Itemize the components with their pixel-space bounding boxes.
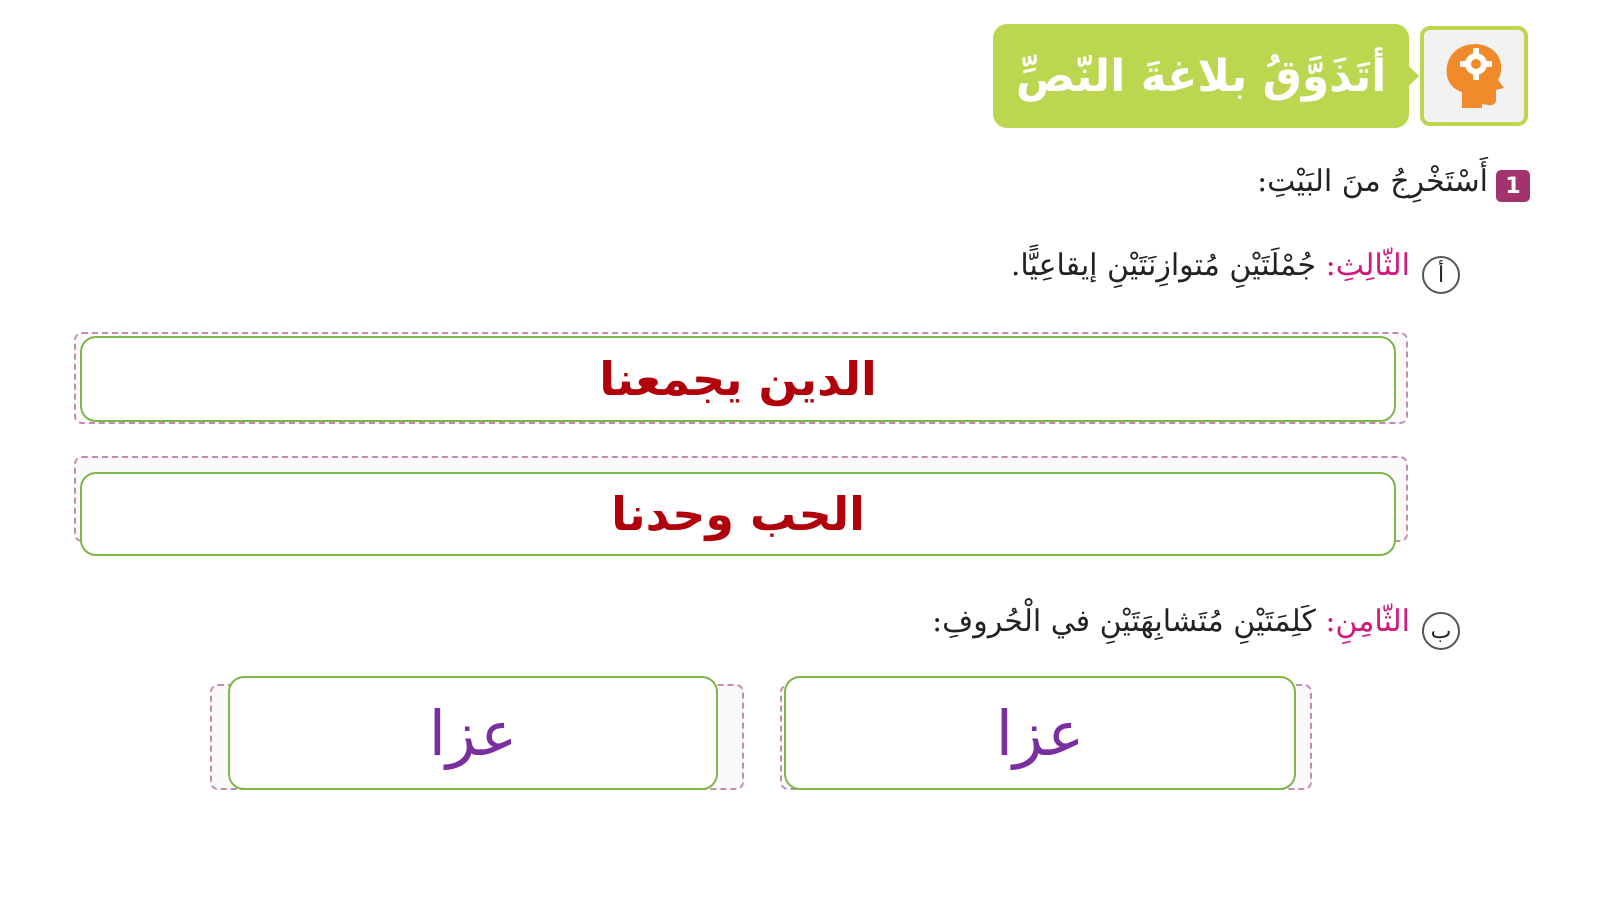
section-title: أتَذَوَّقُ بلاغةَ النّصِّ: [1015, 50, 1387, 102]
answer-box-a2[interactable]: [80, 472, 1396, 556]
answer-box-a1[interactable]: [80, 336, 1396, 422]
head-gear-icon: [1424, 30, 1524, 122]
part-b-label: الثّامِنِ:: [1325, 604, 1410, 639]
part-a-marker: أ: [1422, 256, 1460, 294]
answer-a1-text: الدين يجمعنا: [599, 352, 877, 406]
answer-box-b2[interactable]: [228, 676, 718, 790]
answer-box-b1[interactable]: [784, 676, 1296, 790]
part-a-text: جُمْلَتَيْنِ مُتوازِنَتَيْنِ إيقاعِيًّا.: [1010, 248, 1317, 283]
question-number: 1: [1496, 170, 1530, 202]
part-b-marker: ب: [1422, 612, 1460, 650]
part-a-label: الثّالِثِ:: [1325, 248, 1410, 283]
part-b-prompt: [932, 604, 1410, 639]
part-b-text: كَلِمَتَيْنِ مُتَشابِهَتَيْنِ في الْحُروفِ:: [932, 604, 1316, 639]
answer-b2-text: عزا: [428, 696, 518, 770]
title-pointer: [1407, 64, 1419, 88]
answer-b1-text: عزا: [995, 696, 1085, 770]
head-gear-icon-box: [1420, 26, 1528, 126]
answer-a2-text: الحب وحدنا: [611, 487, 865, 541]
question-prompt: أَسْتَخْرِجُ منَ البَيْتِ:: [1257, 164, 1488, 199]
section-title-badge: [993, 24, 1409, 128]
part-a-prompt: [1011, 248, 1410, 283]
